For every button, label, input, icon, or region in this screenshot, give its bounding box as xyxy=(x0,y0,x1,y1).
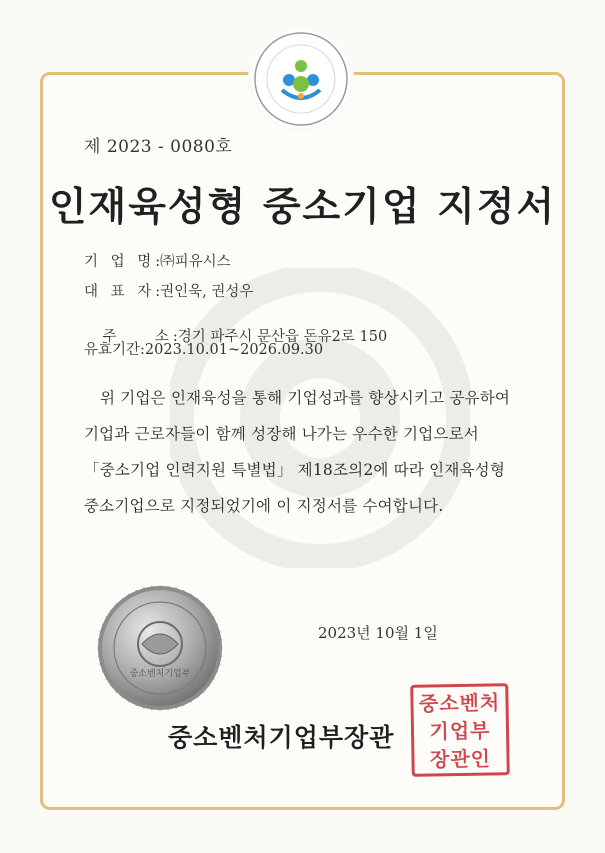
issue-date: 2023년 10월 1일 xyxy=(318,624,438,642)
seal-line: 장관인 xyxy=(429,746,492,772)
certificate-title: 인재육성형 중소기업 지정서 xyxy=(48,185,557,230)
field-representative: 대 표 자:권인욱, 권성우 xyxy=(84,284,254,300)
field-validity-period: 유효기간:2023.10.01~2026.09.30 xyxy=(84,342,324,358)
issuer-name: 중소벤처기업부장관 xyxy=(168,723,395,752)
field-value: 경기 파주시 문산읍 돈유2로 150 xyxy=(177,329,388,345)
body-line: 중소기업으로 지정되었기에 이 지정서를 수여합니다. xyxy=(84,497,444,515)
field-value: 2023.10.01~2026.09.30 xyxy=(144,342,324,358)
document-number: 제 2023 - 0080호 xyxy=(84,137,233,157)
field-label: 주 소 xyxy=(102,329,173,345)
program-logo xyxy=(252,30,350,128)
field-label: 대 표 자 xyxy=(84,284,156,300)
seal-line: 기업부 xyxy=(429,718,491,744)
silver-seal xyxy=(96,584,224,712)
body-line: 「중소기업 인력지원 특별법」 제18조의2에 따라 인재육성형 xyxy=(84,461,506,479)
body-line: 기업과 근로자들이 함께 성장해 나가는 우수한 기업으로서 xyxy=(84,425,479,443)
red-official-seal xyxy=(410,683,510,777)
certificate-body xyxy=(84,380,544,524)
silver-seal-text: 중소벤처기업부 xyxy=(129,669,191,679)
field-value: 권인욱, 권성우 xyxy=(160,284,254,300)
field-label: 유효기간 xyxy=(84,342,141,358)
field-company-name: 기 업 명:㈜피유시스 xyxy=(84,254,231,270)
body-line: 위 기업은 인재육성을 통해 기업성과를 향상시키고 공유하여 xyxy=(100,389,511,407)
field-label: 기 업 명 xyxy=(84,254,156,270)
field-value: ㈜피유시스 xyxy=(160,254,231,270)
field-address: 주 소:경기 파주시 문산읍 돈유2로 150 xyxy=(102,329,388,345)
seal-line: 중소벤처 xyxy=(418,690,501,716)
